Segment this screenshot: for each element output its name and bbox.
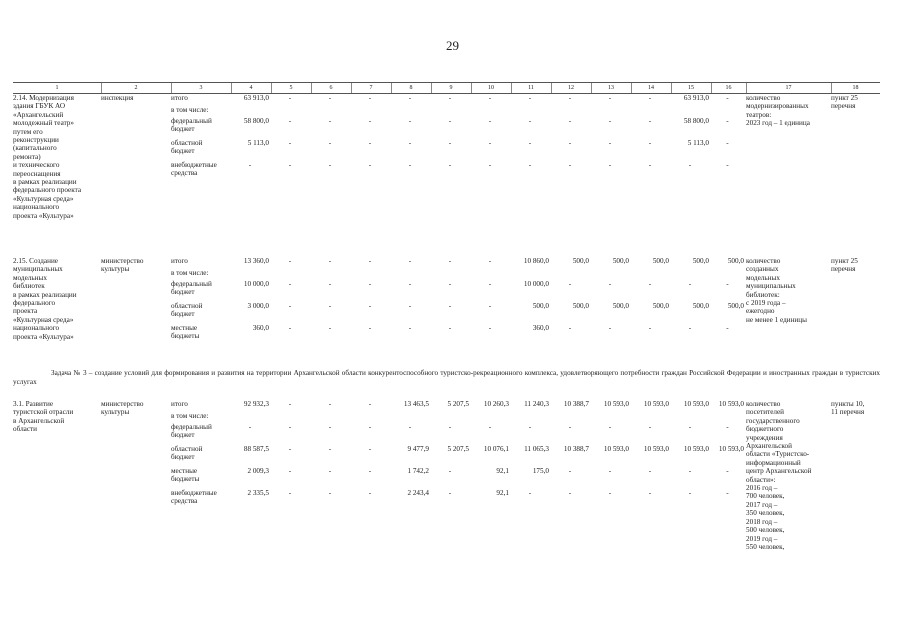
funding-value: - xyxy=(408,302,412,310)
funding-value: - xyxy=(726,489,729,497)
measure-reference: пункт 25 перечня xyxy=(831,94,858,111)
funding-value: - xyxy=(408,280,412,288)
funding-value: 2 009,3 xyxy=(247,467,269,475)
measure-name: 3.1. Развитие туристской отрасли в Архангельской области xyxy=(13,400,74,434)
funding-value: - xyxy=(408,139,412,147)
funding-value: 500,0 xyxy=(572,302,589,310)
funding-value: 9 477,9 xyxy=(407,445,429,453)
funding-value: - xyxy=(288,400,292,408)
header-divider xyxy=(311,83,312,93)
funding-value: - xyxy=(726,280,729,288)
funding-value: - xyxy=(408,324,412,332)
header-divider xyxy=(351,83,352,93)
funding-value: 500,0 xyxy=(652,257,669,265)
header-divider xyxy=(551,83,552,93)
measure-executor: министерство культуры xyxy=(101,257,144,274)
header-divider xyxy=(101,83,102,93)
funding-source: местные бюджеты xyxy=(171,467,200,484)
funding-source: итого xyxy=(171,94,188,102)
funding-value: 63 913,0 xyxy=(243,94,269,102)
funding-value: 13 463,5 xyxy=(403,400,429,408)
funding-value: - xyxy=(328,467,332,475)
funding-value: - xyxy=(726,161,729,169)
funding-value: - xyxy=(608,324,612,332)
funding-source: областной бюджет xyxy=(171,445,203,462)
funding-value: - xyxy=(688,489,692,497)
header-col-9: 9 xyxy=(449,85,453,91)
funding-value: - xyxy=(726,324,729,332)
funding-value: - xyxy=(568,280,572,288)
funding-value: 500,0 xyxy=(692,257,709,265)
funding-value: - xyxy=(608,139,612,147)
funding-value: - xyxy=(288,423,292,431)
funding-value: - xyxy=(726,139,729,147)
funding-value: - xyxy=(408,423,412,431)
funding-value: 10 388,7 xyxy=(563,400,589,408)
funding-value: - xyxy=(328,139,332,147)
measure-executor: министерство культуры xyxy=(101,400,144,417)
funding-value: 10 860,0 xyxy=(523,257,549,265)
header-col-5: 5 xyxy=(289,85,293,91)
funding-value: - xyxy=(328,423,332,431)
funding-value: - xyxy=(528,161,532,169)
header-col-2: 2 xyxy=(134,85,138,91)
funding-value: 10 000,0 xyxy=(243,280,269,288)
funding-value: - xyxy=(608,423,612,431)
funding-value: - xyxy=(328,280,332,288)
funding-value: - xyxy=(568,139,572,147)
header-divider xyxy=(231,83,232,93)
funding-source: внебюджетные средства xyxy=(171,161,217,178)
funding-value: - xyxy=(488,94,492,102)
funding-value: - xyxy=(288,467,292,475)
funding-value: - xyxy=(448,467,452,475)
funding-value: - xyxy=(448,257,452,265)
funding-value: 10 593,0 xyxy=(643,400,669,408)
header-divider xyxy=(591,83,592,93)
funding-value: - xyxy=(568,423,572,431)
funding-value: - xyxy=(328,489,332,497)
measure-name: 2.15. Создание муниципальных модельных библиотек в рамках реализации федерального проекта «Культурная среда» национального проекта «Культура» xyxy=(13,257,77,341)
funding-value: - xyxy=(368,257,372,265)
funding-value: - xyxy=(448,324,452,332)
funding-value: 360,0 xyxy=(532,324,549,332)
funding-value: - xyxy=(448,423,452,431)
funding-value: - xyxy=(408,257,412,265)
funding-value: - xyxy=(648,489,652,497)
funding-value: - xyxy=(448,117,452,125)
funding-value: - xyxy=(488,161,492,169)
funding-value: - xyxy=(688,467,692,475)
header-col-14: 14 xyxy=(648,85,654,91)
header-col-8: 8 xyxy=(409,85,413,91)
funding-value: - xyxy=(648,139,652,147)
funding-value: 92,1 xyxy=(496,467,509,475)
funding-value: 10 593,0 xyxy=(603,400,629,408)
funding-value: - xyxy=(288,280,292,288)
header-col-12: 12 xyxy=(568,85,574,91)
funding-value: - xyxy=(368,445,372,453)
funding-value: - xyxy=(488,257,492,265)
header-divider xyxy=(711,83,712,93)
funding-value: 10 593,0 xyxy=(603,445,629,453)
measure-indicator: количество созданных модельных муниципальных библиотек: с 2019 года – ежегодно не менее 1 единицы xyxy=(746,257,807,324)
funding-value: 11 065,3 xyxy=(524,445,549,453)
funding-value: - xyxy=(726,94,729,102)
funding-value: - xyxy=(568,324,572,332)
funding-value: - xyxy=(448,280,452,288)
funding-value: - xyxy=(648,280,652,288)
funding-value: 500,0 xyxy=(692,302,709,310)
funding-value: - xyxy=(488,324,492,332)
funding-value: - xyxy=(368,139,372,147)
funding-value: 5 207,5 xyxy=(447,400,469,408)
funding-value: - xyxy=(568,489,572,497)
funding-value: - xyxy=(448,94,452,102)
funding-value: 3 000,0 xyxy=(247,302,269,310)
measure-reference: пункты 10, 11 перечня xyxy=(831,400,865,417)
funding-value: - xyxy=(648,423,652,431)
funding-value: 5 113,0 xyxy=(687,139,709,147)
funding-value: - xyxy=(288,139,292,147)
funding-value: 10 593,0 xyxy=(643,445,669,453)
funding-value: - xyxy=(368,324,372,332)
funding-value: - xyxy=(288,161,292,169)
funding-value: 10 260,3 xyxy=(483,400,509,408)
funding-value: - xyxy=(408,94,412,102)
funding-value: - xyxy=(248,161,252,169)
funding-value: - xyxy=(328,400,332,408)
funding-value: - xyxy=(368,467,372,475)
funding-source: в том числе: xyxy=(171,412,209,420)
funding-value: - xyxy=(288,302,292,310)
funding-value: - xyxy=(488,139,492,147)
measure-indicator: количество модернизированных театров: 2023 год – 1 единица xyxy=(746,94,810,128)
header-divider xyxy=(171,83,172,93)
header-divider xyxy=(831,83,832,93)
funding-value: - xyxy=(608,161,612,169)
funding-value: - xyxy=(726,117,729,125)
funding-value: - xyxy=(648,161,652,169)
funding-value: - xyxy=(288,94,292,102)
funding-value: - xyxy=(448,161,452,169)
measure-executor: инспекция xyxy=(101,94,134,102)
funding-value: - xyxy=(648,467,652,475)
funding-value: 5 113,0 xyxy=(247,139,269,147)
funding-value: - xyxy=(328,117,332,125)
funding-value: - xyxy=(368,94,372,102)
funding-value: - xyxy=(288,489,292,497)
funding-value: 13 360,0 xyxy=(243,257,269,265)
header-col-7: 7 xyxy=(369,85,373,91)
funding-value: - xyxy=(368,400,372,408)
funding-value: 500,0 xyxy=(652,302,669,310)
funding-value: 500,0 xyxy=(612,257,629,265)
funding-value: - xyxy=(328,324,332,332)
header-col-13: 13 xyxy=(608,85,614,91)
funding-value: - xyxy=(448,139,452,147)
funding-value: - xyxy=(488,302,492,310)
funding-value: 2 243,4 xyxy=(407,489,429,497)
funding-value: 360,0 xyxy=(252,324,269,332)
funding-source: федеральный бюджет xyxy=(171,280,212,297)
header-col-16: 16 xyxy=(725,85,732,91)
table-header xyxy=(13,82,880,94)
funding-value: - xyxy=(568,161,572,169)
funding-value: - xyxy=(368,161,372,169)
funding-value: 10 593,0 xyxy=(718,400,744,408)
funding-value: - xyxy=(648,117,652,125)
funding-value: - xyxy=(688,280,692,288)
funding-value: 500,0 xyxy=(532,302,549,310)
funding-value: - xyxy=(528,139,532,147)
funding-value: - xyxy=(648,94,652,102)
header-divider xyxy=(271,83,272,93)
funding-value: - xyxy=(608,117,612,125)
funding-value: - xyxy=(528,94,532,102)
funding-source: федеральный бюджет xyxy=(171,117,212,134)
funding-value: - xyxy=(288,324,292,332)
header-col-3: 3 xyxy=(199,85,203,91)
header-divider xyxy=(746,83,747,93)
funding-value: 92 932,3 xyxy=(243,400,269,408)
funding-value: 63 913,0 xyxy=(683,94,709,102)
funding-value: - xyxy=(688,423,692,431)
measure-indicator: количество посетителей государственного бюджетного учреждения Архангельской области «Туристско- информационный центр Архангельской области»: 2016 год – 700 человек, 2017 год – 350 человек, 2018 год – 500 человек, 2019 год – 550 человек, xyxy=(746,400,812,551)
funding-value: 175,0 xyxy=(532,467,549,475)
funding-source: областной бюджет xyxy=(171,302,203,319)
funding-source: местные бюджеты xyxy=(171,324,200,341)
funding-value: - xyxy=(248,423,252,431)
funding-value: - xyxy=(368,489,372,497)
funding-value: - xyxy=(608,94,612,102)
header-col-6: 6 xyxy=(329,85,333,91)
funding-value: 10 388,7 xyxy=(563,445,589,453)
funding-value: - xyxy=(726,423,729,431)
funding-value: - xyxy=(488,117,492,125)
funding-source: в том числе: xyxy=(171,269,209,277)
funding-value: - xyxy=(488,280,492,288)
funding-value: - xyxy=(288,117,292,125)
funding-value: - xyxy=(368,117,372,125)
funding-value: 58 800,0 xyxy=(243,117,269,125)
funding-value: - xyxy=(568,117,572,125)
funding-value: - xyxy=(328,257,332,265)
measure-reference: пункт 25 перечня xyxy=(831,257,858,274)
funding-source: областной бюджет xyxy=(171,139,203,156)
header-divider xyxy=(671,83,672,93)
funding-value: - xyxy=(328,302,332,310)
header-col-4: 4 xyxy=(249,85,253,91)
funding-value: - xyxy=(688,161,692,169)
funding-value: - xyxy=(448,302,452,310)
funding-source: итого xyxy=(171,257,188,265)
funding-value: - xyxy=(328,161,332,169)
funding-source: в том числе: xyxy=(171,106,209,114)
funding-value: - xyxy=(608,489,612,497)
funding-value: - xyxy=(368,280,372,288)
funding-value: 88 587,5 xyxy=(243,445,269,453)
header-divider xyxy=(391,83,392,93)
task-3-heading: Задача № 3 – создание условий для формирования и развития на территории Архангельской области конкурентоспособного туристско-рекреационного комплекса, удовлетворяющего потребности граждан Российской Федерации и иностранных граждан в туристских услугах xyxy=(13,369,880,386)
funding-value: - xyxy=(568,94,572,102)
header-divider xyxy=(471,83,472,93)
page-number: 29 xyxy=(446,38,459,53)
funding-value: 1 742,2 xyxy=(407,467,429,475)
funding-value: - xyxy=(608,467,612,475)
funding-value: - xyxy=(608,280,612,288)
funding-value: - xyxy=(408,117,412,125)
funding-value: 58 800,0 xyxy=(683,117,709,125)
funding-value: 10 076,1 xyxy=(483,445,509,453)
header-col-10: 10 xyxy=(488,85,494,91)
header-divider xyxy=(511,83,512,93)
funding-value: - xyxy=(368,302,372,310)
header-col-1: 1 xyxy=(55,85,59,91)
funding-value: - xyxy=(368,423,372,431)
funding-value: 10 593,0 xyxy=(718,445,744,453)
header-col-18: 18 xyxy=(852,85,859,91)
funding-value: 500,0 xyxy=(572,257,589,265)
funding-value: - xyxy=(528,423,532,431)
funding-value: 10 000,0 xyxy=(523,280,549,288)
funding-value: - xyxy=(528,489,532,497)
header-col-11: 11 xyxy=(528,85,534,91)
funding-source: федеральный бюджет xyxy=(171,423,212,440)
header-divider xyxy=(431,83,432,93)
funding-value: - xyxy=(488,423,492,431)
funding-value: 500,0 xyxy=(727,257,744,265)
funding-value: - xyxy=(288,445,292,453)
funding-source: итого xyxy=(171,400,188,408)
funding-value: - xyxy=(568,467,572,475)
funding-value: - xyxy=(328,445,332,453)
header-col-17: 17 xyxy=(785,85,792,91)
funding-value: - xyxy=(688,324,692,332)
funding-value: - xyxy=(328,94,332,102)
funding-value: 11 240,3 xyxy=(524,400,549,408)
funding-value: 92,1 xyxy=(496,489,509,497)
funding-value: 500,0 xyxy=(612,302,629,310)
header-col-15: 15 xyxy=(688,85,694,91)
funding-value: - xyxy=(528,117,532,125)
funding-value: 5 207,5 xyxy=(447,445,469,453)
funding-value: 10 593,0 xyxy=(683,445,709,453)
funding-value: 500,0 xyxy=(727,302,744,310)
funding-value: 10 593,0 xyxy=(683,400,709,408)
funding-value: - xyxy=(726,467,729,475)
funding-value: - xyxy=(408,161,412,169)
funding-source: внебюджетные средства xyxy=(171,489,217,506)
funding-value: - xyxy=(648,324,652,332)
measure-name: 2.14. Модернизация здания ГБУК АО «Архангельский молодежный театр» путем его реконструкции (капитального ремонта) и технического переоснащения в рамках реализации федерального проекта «Культурная среда» национального проекта «Культура» xyxy=(13,94,82,220)
funding-value: 2 335,5 xyxy=(247,489,269,497)
funding-value: - xyxy=(288,257,292,265)
header-divider xyxy=(631,83,632,93)
funding-value: - xyxy=(448,489,452,497)
